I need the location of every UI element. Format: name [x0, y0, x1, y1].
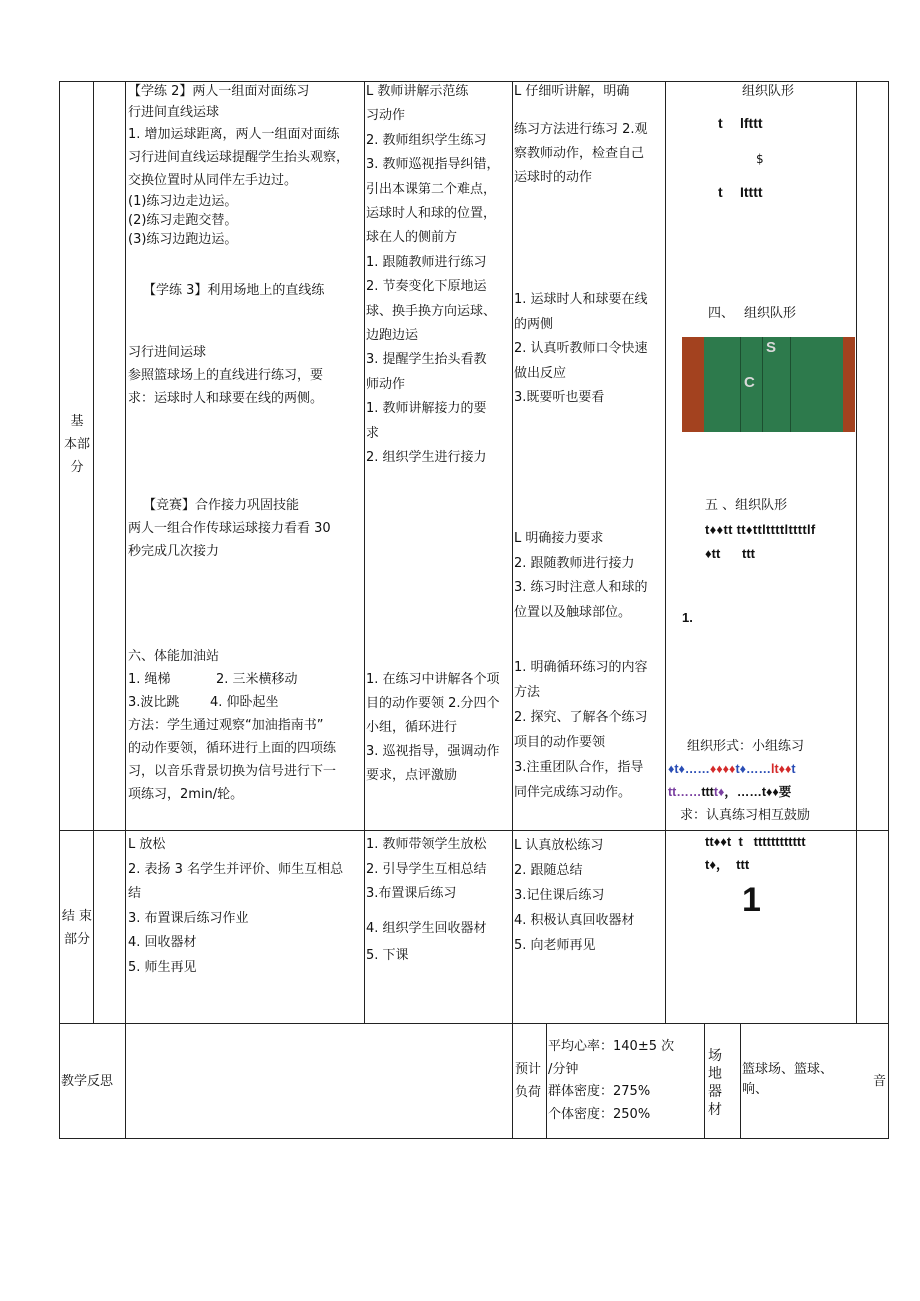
teacher-line-8: 1. 跟随教师进行练习 — [366, 254, 487, 270]
org6-row-2-p2: ttt — [701, 785, 714, 799]
end-teacher-2: 2. 引导学生互相总结 — [366, 861, 487, 877]
org6-row-3: 求：认真练习相互鼓励 — [680, 808, 811, 823]
end-teacher-3: 3.布置课后练习 — [366, 886, 457, 901]
org5-row-2-b: ttt — [742, 546, 755, 561]
org1-middle: $ — [756, 152, 764, 166]
student-line-2: 练习方法进行练习 2.观 — [514, 122, 648, 137]
org1-row-1-b: lfttt — [740, 115, 763, 131]
end-content-5: 4. 回收器材 — [128, 935, 197, 950]
org-formation-6 — [668, 735, 855, 827]
group-density: 群体密度：275% — [548, 1084, 651, 1099]
org4-title-b: 组织队形 — [744, 306, 797, 321]
student-basic-4 — [514, 527, 664, 625]
fit-title: 六、体能加油站 — [128, 649, 220, 664]
org-formation-1 — [667, 80, 856, 103]
heart-rate-line-1: 平均心率：140±5 次 — [548, 1039, 675, 1054]
content-drill3-body — [128, 341, 364, 410]
venue-label-3: 器 — [708, 1084, 722, 1100]
teacher-line-1: L 教师讲解示范练 — [366, 84, 469, 99]
org6-row-2-p1: tt…… — [668, 785, 702, 799]
section-label-basic-1: 基 — [70, 414, 84, 429]
venue-text-2: 响、 — [742, 1082, 769, 1097]
teacher-line-13: 师动作 — [366, 376, 406, 392]
org5-number: 1. — [682, 610, 693, 625]
teacher-line-3: 2. 教师组织学生练习 — [366, 132, 487, 148]
org5-title: 五 、组织队形 — [705, 498, 788, 513]
org1-row-2-a: t — [718, 184, 723, 200]
teacher-line-15: 求 — [366, 425, 380, 441]
org1-row-1-a: t — [718, 115, 723, 131]
col-line-4 — [512, 81, 513, 1139]
fit-line-6: 项练习，2min/轮。 — [128, 787, 244, 802]
end-org-number: 1 — [742, 881, 761, 919]
fit-line-5: 习，以音乐背景切换为信号进行下一 — [128, 764, 337, 779]
court-label-c: C — [744, 374, 755, 391]
venue-label — [708, 1047, 738, 1119]
student-line-14: 1. 明确循环练习的内容 — [514, 660, 648, 675]
student-line-12: 3. 练习时注意人和球的 — [514, 580, 648, 595]
venue-text — [742, 1060, 888, 1100]
org1-row-2-b: Itttt — [740, 184, 763, 200]
footer-line-a — [546, 1023, 547, 1139]
teacher-line-14: 1. 教师讲解接力的要 — [366, 401, 487, 417]
drill2-line-3: 交换位置时从同伴左手边过。 — [128, 173, 298, 188]
student-line-4: 运球时的动作 — [514, 170, 593, 185]
end-student-1: L 认真放松练习 — [514, 838, 604, 853]
drill2-title-2: 行进间直线运球 — [128, 105, 220, 120]
teacher-fit-2: 目的动作要领 2.分四个 — [366, 696, 500, 711]
reflection-label: 教学反思 — [61, 1074, 114, 1089]
end-student-5: 5. 向老师再见 — [514, 938, 596, 953]
venue-text-1: 篮球场、篮球、 — [742, 1062, 834, 1077]
end-teacher-1: 1. 教师带领学生放松 — [366, 837, 487, 852]
teacher-line-16: 2. 组织学生进行接力 — [366, 450, 487, 466]
org6-row-2 — [668, 781, 855, 804]
col-line-6 — [856, 81, 857, 1024]
end-org-row-1: tt♦♦t t tttttttttttt — [705, 834, 806, 849]
org6-row-1-p1: ♦t♦…… — [668, 762, 710, 776]
student-line-17: 项目的动作要领 — [514, 735, 606, 750]
end-content-3: 结 — [128, 886, 142, 901]
student-basic-2 — [514, 118, 664, 190]
col-line-2 — [125, 81, 126, 1139]
student-line-8: 做出反应 — [514, 365, 567, 381]
student-line-6: 的两侧 — [514, 316, 554, 332]
comp-line-2: 秒完成几次接力 — [128, 544, 220, 559]
org6-row-1-p4: lt♦♦ — [770, 762, 792, 776]
teacher-fitness — [366, 668, 512, 788]
fit-line-2 — [128, 691, 364, 714]
drill2-item-1: (1)练习边走边运。 — [128, 194, 238, 209]
drill2-line-2: 习行进间直线运球提醒学生抬头观察， — [128, 150, 350, 165]
load-label — [515, 1058, 546, 1104]
row-line-bottom — [59, 1138, 889, 1139]
section-label-end-2: 部分 — [63, 932, 90, 947]
comp-line-1: 两人一组合作传球运球接力看看 30 — [128, 521, 331, 536]
org1-row-1 — [718, 112, 763, 135]
teacher-line-9: 2. 节奏变化下原地运 — [366, 279, 487, 295]
student-line-7: 2. 认真听教师口令快速 — [514, 341, 648, 356]
fit-item-2: 2. 三米横移动 — [216, 672, 298, 687]
student-line-1: L 仔细听讲解，明确 — [514, 84, 630, 99]
teacher-line-11: 边跑边运 — [366, 328, 419, 344]
org1-title: 组织队形 — [742, 84, 795, 99]
content-competition — [128, 494, 364, 563]
basketball-court — [682, 337, 855, 432]
teacher-line-10: 球、换手换方向运球、 — [366, 303, 497, 319]
drill3-line-2: 参照篮球场上的直线进行练习，要 — [128, 368, 324, 383]
student-line-18: 3.注重团队合作，指导 — [514, 760, 644, 775]
end-content — [128, 833, 364, 980]
col-line-3 — [364, 81, 365, 1024]
load-label-2: 负荷 — [515, 1085, 542, 1100]
student-line-5: 1. 运球时人和球要在线 — [514, 292, 648, 307]
load-label-1: 预计 — [515, 1062, 542, 1077]
student-line-9: 3.既要听也要看 — [514, 390, 605, 405]
drill2-line-1: 1. 增加运球距离，两人一组面对面练 — [128, 127, 340, 142]
org-formation-4-title — [708, 302, 796, 325]
org6-title: 组织形式：小组练习 — [687, 739, 805, 754]
end-content-1: L 放松 — [128, 837, 166, 852]
end-student-2: 2. 跟随总结 — [514, 863, 583, 878]
student-line-13: 位置以及触球部位。 — [514, 604, 632, 620]
fit-line-4: 的动作要领，循环进行上面的四项练 — [128, 741, 337, 756]
org6-row-2-p3: t♦ — [713, 785, 725, 799]
student-line-19: 同伴完成练习动作。 — [514, 785, 632, 800]
venue-label-4: 材 — [708, 1102, 722, 1118]
student-basic-3 — [514, 288, 664, 411]
content-fitness — [128, 645, 364, 806]
end-content-2: 2. 表扬 3 名学生并评价、师生互相总 — [128, 861, 344, 877]
teacher-fit-3: 小组，循环进行 — [366, 720, 458, 735]
teacher-line-5: 引出本课第二个难点， — [366, 181, 497, 197]
org-formation-5 — [705, 494, 855, 517]
drill3-line-3: 求：运球时人和球要在线的两侧。 — [128, 391, 324, 406]
venue-text-3: 音 — [873, 1074, 887, 1089]
court-line-3 — [790, 337, 791, 432]
col-line-5 — [665, 81, 666, 1024]
end-content-4: 3. 布置课后练习作业 — [128, 910, 249, 926]
comp-title: 【竞赛】合作接力巩固技能 — [143, 498, 300, 513]
col-line-7 — [888, 81, 889, 1139]
fit-item-4: 4. 仰卧起坐 — [210, 695, 279, 710]
end-teacher — [366, 833, 512, 969]
student-basic-5 — [514, 655, 664, 805]
col-line-0 — [59, 81, 60, 1139]
footer-line-b — [704, 1023, 705, 1139]
row-line-footer-top — [59, 1023, 889, 1024]
venue-label-1: 场 — [708, 1048, 722, 1064]
teacher-line-2: 习动作 — [366, 108, 406, 124]
teacher-line-4: 3. 教师巡视指导纠错， — [366, 157, 500, 173]
court-line-2 — [762, 337, 763, 432]
org5-row-1: t♦♦tt tt♦ttlttttlttttlf — [705, 522, 816, 537]
fit-item-1: 1. 绳梯 — [128, 672, 171, 687]
org4-title-a: 四、 — [708, 306, 735, 321]
section-label-basic-2: 本部 — [63, 437, 90, 452]
teacher-fit-4: 3. 巡视指导，强调动作 — [366, 744, 500, 759]
student-line-11: 2. 跟随教师进行接力 — [514, 555, 635, 571]
footer-line-c — [740, 1023, 741, 1139]
end-student — [514, 833, 664, 958]
court-line-1 — [740, 337, 741, 432]
drill2-item-3: (3)练习边跑边运。 — [128, 232, 238, 247]
org6-row-1-p2: ♦♦♦♦ — [709, 762, 736, 776]
student-line-16: 2. 探究、了解各个练习 — [514, 710, 648, 725]
load-values — [548, 1036, 704, 1126]
org6-row-1-p3: t♦…… — [735, 762, 771, 776]
fit-line-1 — [128, 668, 364, 691]
court-label-s: S — [766, 339, 777, 356]
end-teacher-5: 5. 下课 — [366, 948, 409, 963]
drill3-line-1: 习行进间运球 — [128, 345, 207, 360]
individual-density: 个体密度：250% — [548, 1106, 651, 1122]
student-line-10: L 明确接力要求 — [514, 531, 604, 546]
teacher-fit-1: 1. 在练习中讲解各个项 — [366, 672, 500, 687]
teacher-line-12: 3. 提醒学生抬头看教 — [366, 352, 487, 368]
student-basic-1 — [514, 80, 664, 103]
col-line-1 — [93, 81, 94, 1024]
org1-row-2 — [718, 181, 763, 204]
section-label-end-1: 结 束 — [61, 909, 93, 924]
teacher-line-6: 运球时人和球的位置， — [366, 206, 497, 222]
drill3-title: 【学练 3】利用场地上的直线练 — [143, 283, 325, 298]
teacher-fit-5: 要求，点评激励 — [366, 768, 458, 783]
venue-label-2: 地 — [708, 1066, 722, 1082]
org6-row-1-p5: t — [791, 762, 796, 776]
heart-rate-line-2: /分钟 — [548, 1061, 579, 1077]
org5-row-2 — [705, 542, 755, 565]
student-line-3: 察教师动作，检查自己 — [514, 146, 645, 161]
org6-row-1 — [668, 758, 855, 781]
teacher-basic — [366, 80, 512, 471]
org6-row-2-p4: ，……t♦♦要 — [724, 785, 792, 799]
end-content-6: 5. 师生再见 — [128, 959, 197, 975]
section-label-end — [60, 905, 94, 951]
content-basic — [128, 80, 364, 250]
fit-item-3: 3.波比跳 — [128, 695, 180, 710]
end-teacher-4: 4. 组织学生回收器材 — [366, 920, 487, 936]
end-student-3: 3.记住课后练习 — [514, 888, 605, 903]
drill2-title: 【学练 2】两人一组面对面练习 — [128, 84, 310, 99]
section-label-basic — [62, 410, 92, 479]
drill2-item-2: (2)练习走跑交替。 — [128, 213, 238, 228]
fit-line-3: 方法：学生通过观察“加油指南书” — [128, 718, 324, 733]
section-label-basic-3: 分 — [70, 460, 84, 475]
org5-row-2-a: ♦tt — [705, 546, 721, 561]
teacher-line-7: 球在人的侧前方 — [366, 230, 458, 246]
end-student-4: 4. 积极认真回收器材 — [514, 913, 635, 928]
student-line-15: 方法 — [514, 685, 541, 700]
content-drill3 — [128, 279, 364, 302]
end-org-row-2: t♦， ttt — [705, 857, 750, 872]
